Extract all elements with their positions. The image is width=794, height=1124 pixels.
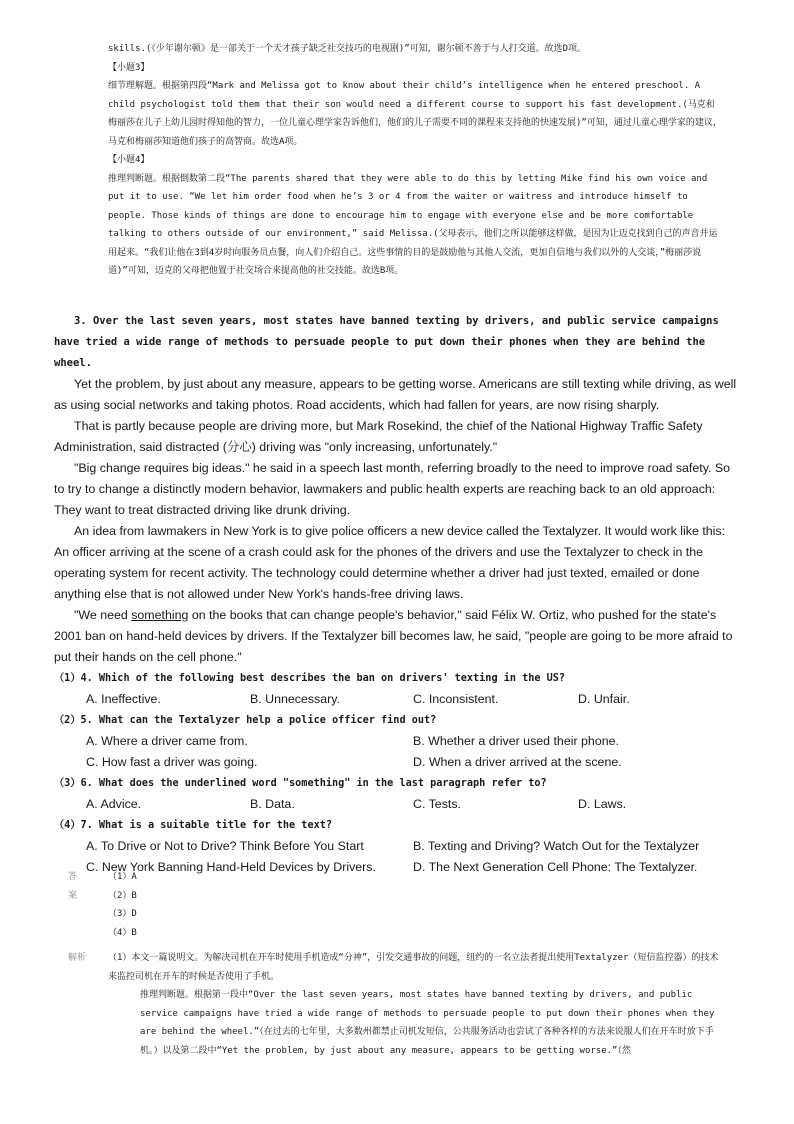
question-4-stem: （4）7. What is a suitable title for the text? [54, 820, 332, 831]
analysis-body [108, 949, 720, 1060]
question-2-options-row-2 [54, 752, 740, 773]
passage-paragraph: An idea from lawmakers in New York is to give police officers a new device called the Textalyzer. It would work like this: An officer arriving at the scene of a crash could ask for the phones of the drivers and use the Textalyzer to check in the operating system for recent activity. The technology could determine whether a driver had just texted, emailed or done anything else that is not allowed under New York's hands-free driving laws. [54, 524, 726, 601]
question-4-options-row-2 [54, 857, 740, 878]
option-b[interactable]: B. Unnecessary. [250, 692, 340, 706]
option-d[interactable]: D. Laws. [578, 797, 627, 811]
paragraph-text: "We need [74, 608, 132, 622]
analysis-label: 解析 [68, 953, 87, 963]
analysis-detail: 推理判断题。根据第一段中“Over the last seven years, most states have banned texting by drivers, and public service campaigns have tried a wide range of methods to persuade people to put down their phones when they are behind the wheel.”（在过去的七年里，大多数州都禁止司机发短信，公共服务活动也尝试了各种各样的方法来说服人们在开车时放下手机。）以及第二段中“Yet the problem, by just about any measure, appears to be getting worse.”（然 [140, 990, 715, 1056]
subquestion-3-tag: 【小题3】 [108, 62, 150, 73]
passage-number: 3. [74, 315, 87, 327]
answers-label: 答案 [68, 872, 78, 901]
subquestion-4-tag: 【小题4】 [108, 155, 150, 165]
option-a[interactable]: A. Advice. [86, 797, 142, 811]
option-b[interactable]: B. Texting and Driving? Watch Out for the Textalyzer [413, 839, 700, 853]
option-c[interactable]: C. Tests. [413, 797, 461, 811]
question-3-options [54, 794, 740, 815]
previous-analysis-line: skills.(《少年谢尔顿》是一部关于一个天才孩子缺乏社交技巧的电视剧)”可知，谢尔顿不善于与人打交道。故选D项。 [108, 44, 587, 54]
answers-list [108, 868, 137, 942]
passage-paragraph: Yet the problem, by just about any measure, appears to be getting worse. Americans are still texting while driving, as well as using social networks and taking photos. Road accidents, which had fallen for years, are now rising sharply. [54, 377, 737, 412]
question-2-options-row-1 [54, 731, 740, 752]
answer-item: （3）D [108, 909, 137, 919]
passage-paragraph [54, 605, 740, 668]
option-d[interactable]: D. Unfair. [578, 692, 630, 706]
option-a[interactable]: A. Where a driver came from. [86, 734, 248, 748]
subquestion-3-analysis: 细节理解题。根据第四段“Mark and Melissa got to know about their child’s intelligence when he entered preschool. A child psychologist told them that their son would need a different course to support his fast development.(马克和梅丽莎在儿子上幼儿园时得知他的智力，一位儿童心理学家告诉他们，他们的儿子需要不同的课程来支持他的快速发展)”可知，通过儿童心理学家的建议，马克和梅丽莎知道他们孩子的高智商。故选A项。 [108, 81, 722, 147]
question-2-stem: （2）5. What can the Textalyzer help a police officer find out? [54, 715, 437, 726]
question-4-options-row-1 [54, 836, 740, 857]
option-c[interactable]: C. Inconsistent. [413, 692, 499, 706]
option-c[interactable]: C. How fast a driver was going. [86, 755, 258, 769]
passage-intro-text: Over the last seven years, most states have banned texting by drivers, and public service campaigns have tried a wide range of methods to persuade people to put down their phones when they are behind the wheel. [54, 315, 719, 369]
passage-paragraph: "Big change requires big ideas." he said in a speech last month, referring broadly to the need to improve road safety. So to try to change a distinctly modern behavior, lawmakers and public health experts are reaching back to an old approach: They want to treat distracted driving like drunk driving. [54, 461, 731, 517]
option-a[interactable]: A. To Drive or Not to Drive? Think Before You Start [86, 839, 364, 853]
option-d[interactable]: D. The Next Generation Cell Phone: The Textalyzer. [413, 860, 698, 874]
paragraph-text: on the books that can change people's behavior," said Félix W. Ortiz, who pushed for the state's 2001 ban on hand-held devices by drivers. If the Textalyzer bill becomes law, he said, "people are going to be more afraid to put their hands on the cell phone." [54, 608, 733, 664]
underlined-word: something [131, 608, 189, 622]
question-1-stem: （1）4. Which of the following best describes the ban on drivers' texting in the US? [54, 673, 566, 684]
option-a[interactable]: A. Ineffective. [86, 692, 161, 706]
option-d[interactable]: D. When a driver arrived at the scene. [413, 755, 622, 769]
passage-paragraph: That is partly because people are driving more, but Mark Rosekind, the chief of the National Highway Traffic Safety Administration, said distracted (分心) driving was "only increasing, unfortunately." [54, 419, 703, 454]
reading-passage-3 [54, 311, 740, 878]
subquestion-4-analysis: 推理判断题。根据倒数第二段“The parents shared that they were able to do this by letting Mike find his own voice and put it to use. “We let him order food when he’s 3 or 4 from the waiter or waitress and introduce himself to people. Those kinds of things are done to encourage him to engage with everyone else and be more comfortable talking to others outside of our environment,” said Melissa.(父母表示，他们之所以能够这样做，是因为让迈克找到自己的声音并运用起来。“我们让他在3到4岁时向服务员点餐，向人们介绍自己。这些事情的目的是鼓励他与其他人交流，更加自信地与我们以外的人交谈，”梅丽莎说道)”可知，迈克的父母把他置于社交场合来提高他的社交技能。故选B项。 [108, 173, 718, 276]
previous-analysis-block [108, 40, 723, 281]
option-c[interactable]: C. New York Banning Hand-Held Devices by Drivers. [86, 860, 376, 874]
question-1-options [54, 689, 740, 710]
answer-item: （1）A [108, 872, 137, 882]
option-b[interactable]: B. Whether a driver used their phone. [413, 734, 619, 748]
answer-item: （4）B [108, 927, 137, 938]
analysis-summary: （1）本文一篇说明文。为解决司机在开车时使用手机造成“分神”，引发交通事故的问题，纽约的一名立法者提出使用Textalyzer（短信监控器）的技术来监控司机在开车的时候是否使用了手机。 [108, 953, 719, 982]
passage-intro [54, 311, 740, 374]
question-3-stem: （3）6. What does the underlined word "something" in the last paragraph refer to? [54, 778, 547, 789]
answer-item: （2）B [108, 890, 137, 901]
option-b[interactable]: B. Data. [250, 797, 295, 811]
